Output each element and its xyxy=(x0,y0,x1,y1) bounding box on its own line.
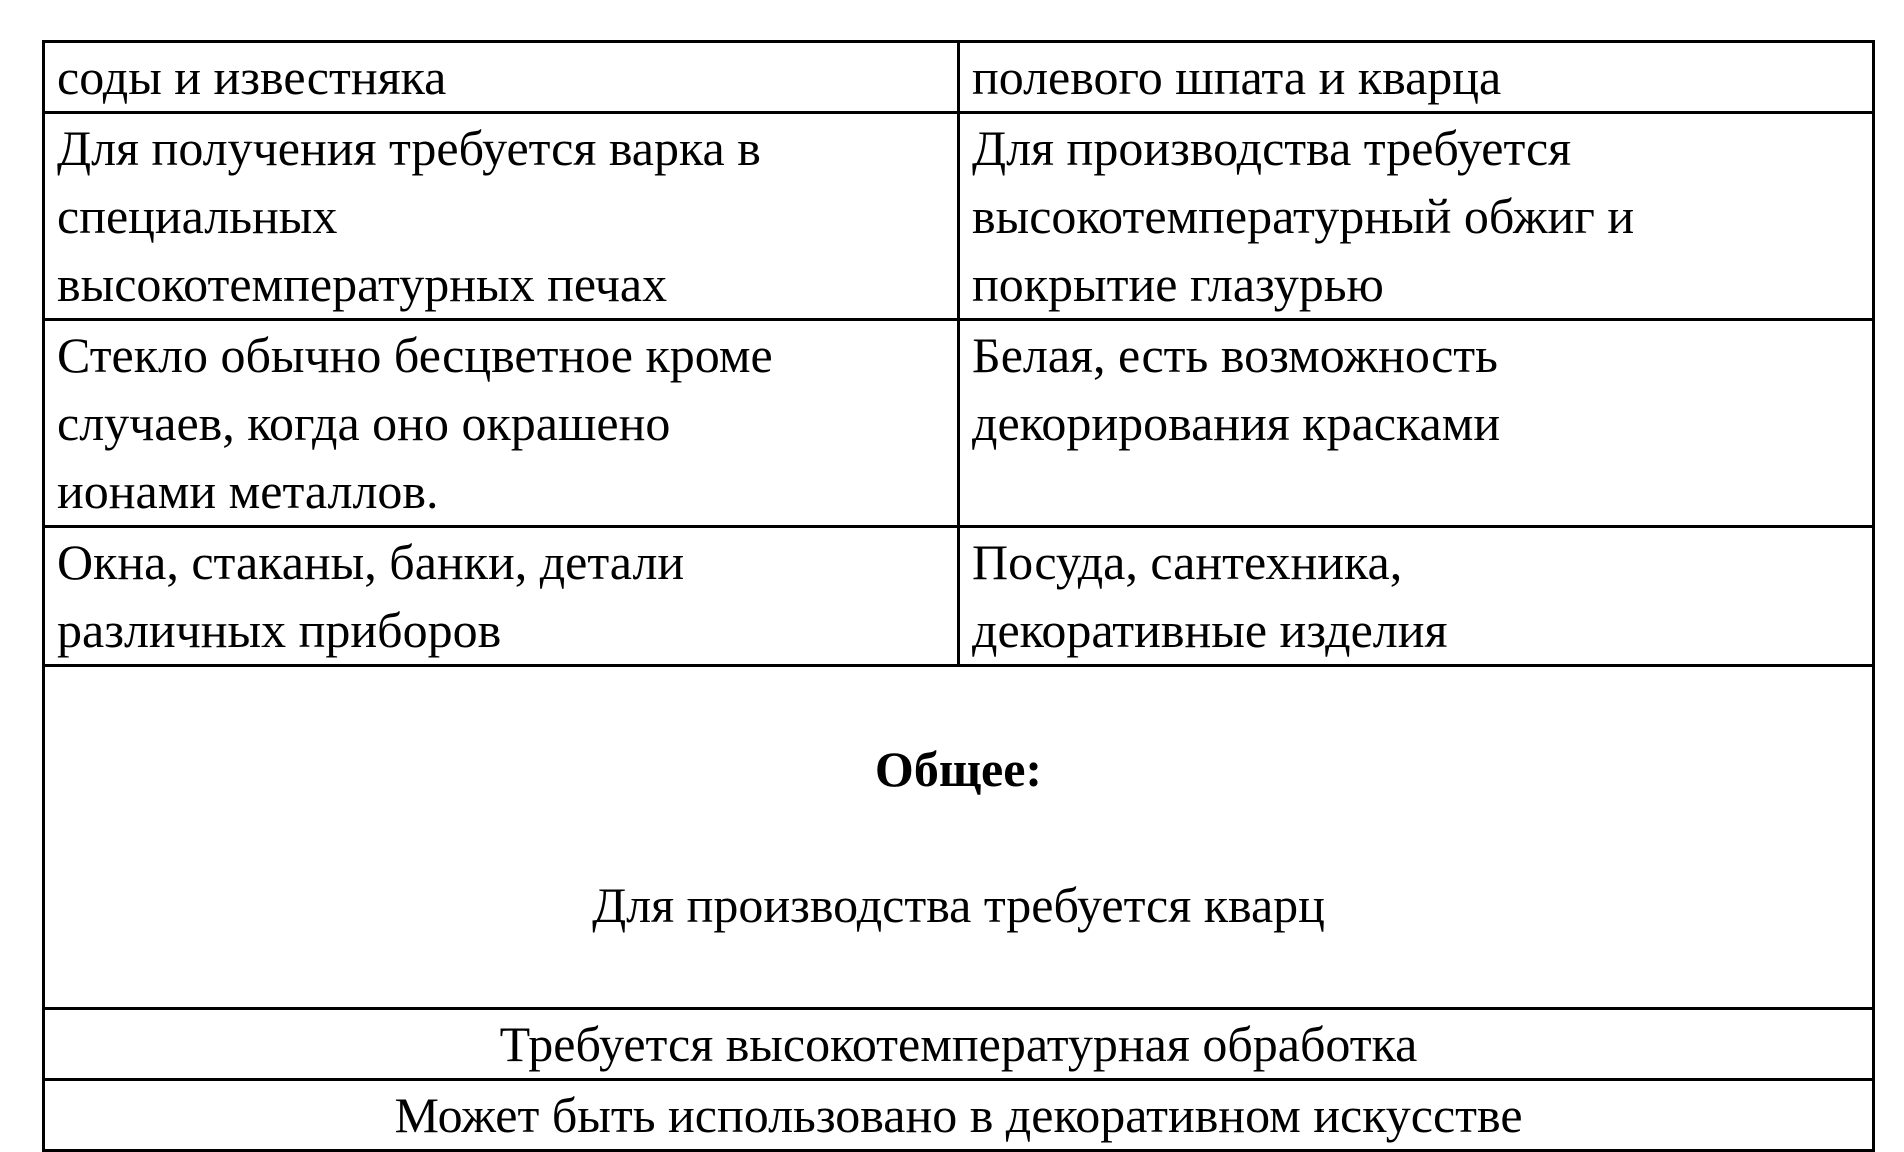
table-cell-left: Стекло обычно бесцветное кроме случаев, когда оно окрашено ионами металлов. xyxy=(44,320,959,527)
summary-row xyxy=(44,666,1874,1009)
table-row xyxy=(44,320,1874,527)
comparison-table xyxy=(42,40,1875,1152)
summary-row xyxy=(44,1080,1874,1151)
table-cell-right: Для производства требуется высокотемпературный обжиг и покрытие глазурью xyxy=(959,113,1874,320)
table-row xyxy=(44,113,1874,320)
table-cell-left: Окна, стаканы, банки, детали различных приборов xyxy=(44,527,959,666)
summary-row xyxy=(44,1009,1874,1080)
table-row xyxy=(44,527,1874,666)
summary-heading: Общее: xyxy=(874,741,1043,797)
table-row xyxy=(44,42,1874,113)
table-cell-right: Белая, есть возможность декорирования красками xyxy=(959,320,1874,527)
summary-item: Для производства требуется кварц xyxy=(592,877,1325,933)
summary-item: Может быть использовано в декоративном искусстве xyxy=(44,1080,1874,1151)
summary-cell xyxy=(44,666,1874,1009)
table-cell-left: соды и известняка xyxy=(44,42,959,113)
table-cell-left: Для получения требуется варка в специальных высокотемпературных печах xyxy=(44,113,959,320)
summary-item: Требуется высокотемпературная обработка xyxy=(44,1009,1874,1080)
table-cell-right: полевого шпата и кварца xyxy=(959,42,1874,113)
table-cell-right: Посуда, сантехника, декоративные изделия xyxy=(959,527,1874,666)
